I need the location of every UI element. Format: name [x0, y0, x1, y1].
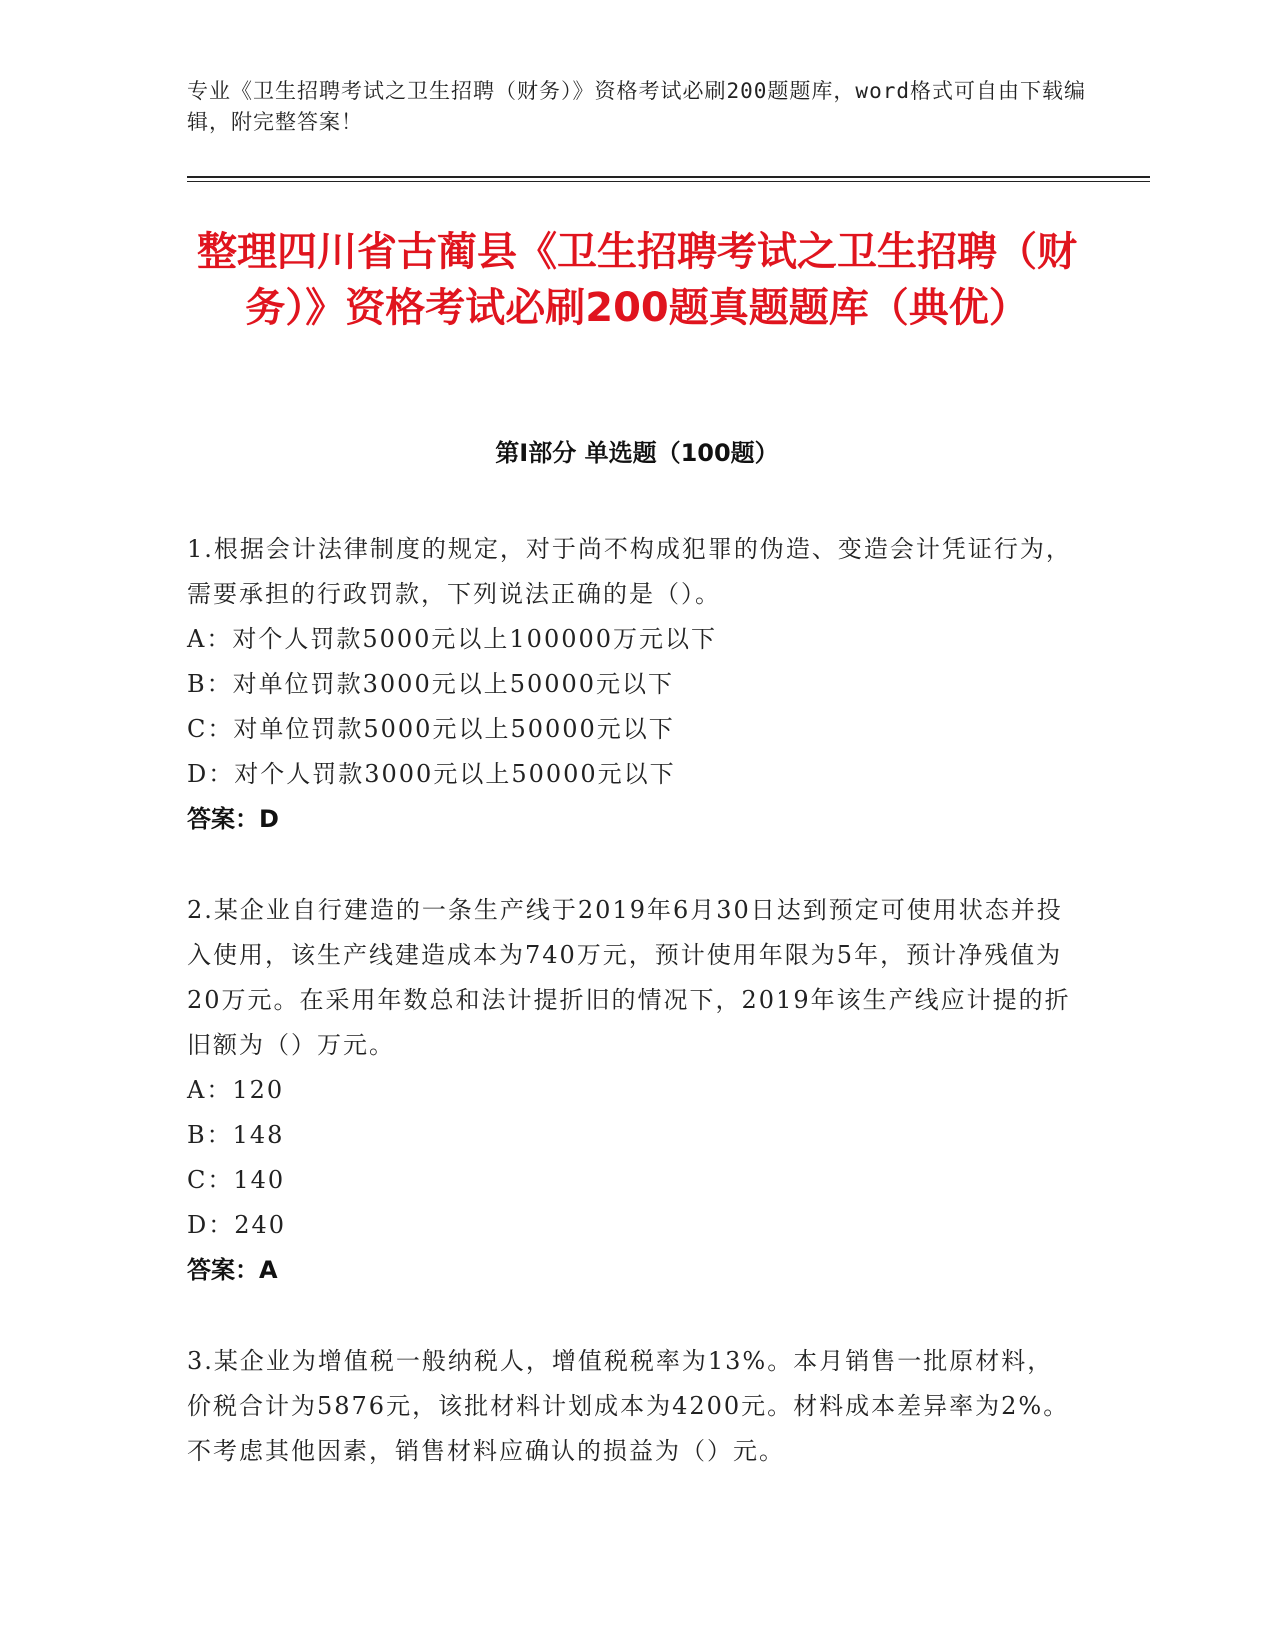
- document-title: 整理四川省古蔺县《卫生招聘考试之卫生招聘（财务）》资格考试必刷200题真题题库（典优）: [197, 229, 1077, 331]
- question-option-d: D：240: [187, 1211, 287, 1239]
- question-stem: 3.某企业为增值税一般纳税人，增值税税率为13%。本月销售一批原材料，价税合计为5876元，该批材料计划成本为4200元。材料成本差异率为2%。不考虑其他因素，销售材料应确认的损益为（）元。: [187, 1347, 1070, 1465]
- question-3: [187, 1339, 1077, 1474]
- question-stem: 1.根据会计法律制度的规定，对于尚不构成犯罪的伪造、变造会计凭证行为，需要承担的行政罚款，下列说法正确的是（）。: [187, 535, 1072, 608]
- question-answer: 答案：A: [187, 1256, 278, 1284]
- question-option-b: B：148: [187, 1121, 285, 1149]
- question-option-c: C：140: [187, 1166, 286, 1194]
- question-option-b: B：对单位罚款3000元以上50000元以下: [187, 670, 675, 698]
- question-2: [187, 888, 1077, 1293]
- header-note: 专业《卫生招聘考试之卫生招聘（财务）》资格考试必刷200题题库，word格式可自由下载编辑，附完整答案！: [187, 79, 1086, 134]
- question-option-d: D：对个人罚款3000元以上50000元以下: [187, 760, 676, 788]
- header-divider-thin: [187, 181, 1150, 182]
- question-answer: 答案：D: [187, 805, 279, 833]
- section-title: 第I部分 单选题（100题）: [495, 439, 779, 467]
- question-option-c: C：对单位罚款5000元以上50000元以下: [187, 715, 675, 743]
- header-divider-thick: [187, 176, 1150, 178]
- question-stem: 2.某企业自行建造的一条生产线于2019年6月30日达到预定可使用状态并投入使用，该生产线建造成本为740万元，预计使用年限为5年，预计净残值为20万元。在采用年数总和法计提折旧的情况下，2019年该生产线应计提的折旧额为（）万元。: [187, 896, 1071, 1059]
- question-option-a: A：对个人罚款5000元以上100000万元以下: [187, 625, 718, 653]
- question-option-a: A：120: [187, 1076, 285, 1104]
- question-1: [187, 527, 1077, 842]
